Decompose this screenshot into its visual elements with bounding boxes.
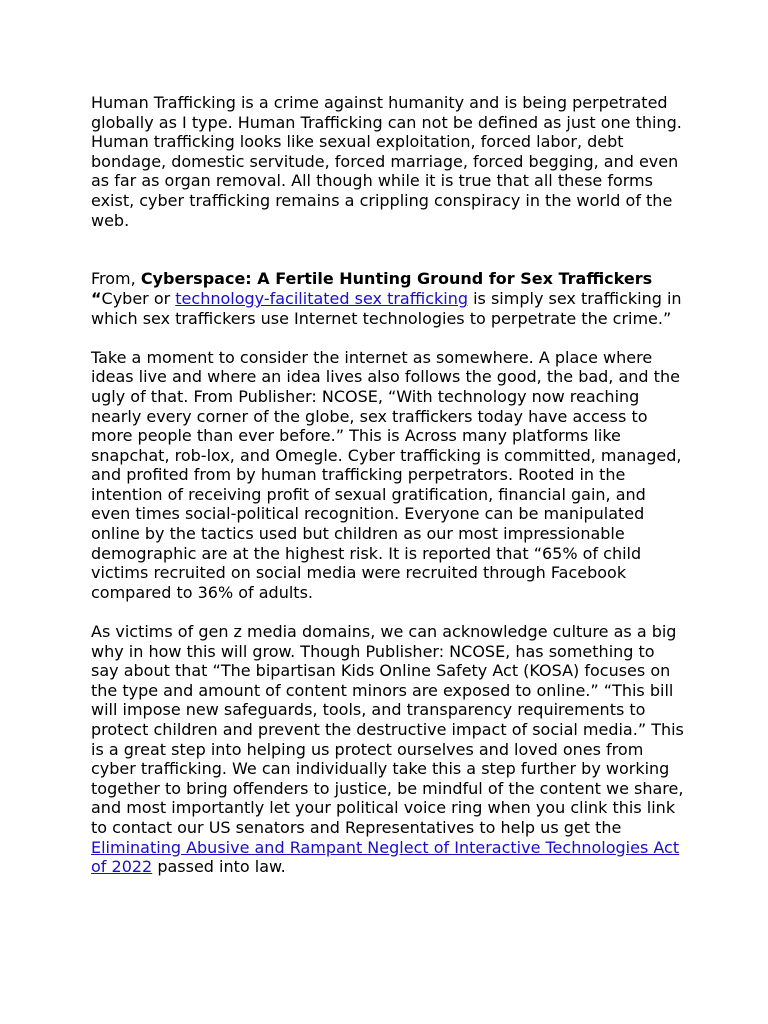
earn-it-act-link[interactable]: Eliminating Abusive and Rampant Neglect of Interactive Technologies Act of 2022	[91, 837, 680, 877]
quote-lead-text: Cyber or	[101, 288, 176, 308]
citation-paragraph	[91, 269, 687, 328]
gen-z-paragraph-tail: passed into law.	[152, 857, 286, 877]
blank-line	[91, 250, 687, 270]
internet-paragraph: Take a moment to consider the internet as somewhere. A place where ideas live and where an idea lives also follows the good, the bad, and the ugly of that. From Publisher: NCOSE, “With technology now reaching nearly every corner of the globe, sex traffickers today have access to more people than ever before.” This is Across many platforms like snapchat, rob-lox, and Omegle. Cyber trafficking is committed, managed, and profited from by human trafficking perpetrators. Rooted in the intention of receiving profit of sexual gratification, financial gain, and even times social-political recognition. Everyone can be manipulated online by the tactics used but children as our most impressionable demographic are at the highest risk. It is reported that “65% of child victims recruited on social media were recruited through Facebook compared to 36% of adults.	[91, 347, 682, 602]
citation-from-label: From,	[91, 269, 141, 289]
intro-paragraph: Human Trafficking is a crime against humanity and is being perpetrated globally as I type. Human Trafficking can not be defined as just one thing. Human trafficking looks like sexual exploitation, forced labor, debt bondage, domestic servitude, forced marriage, forced begging, and even as far as organ removal. All though while it is true that all these forms exist, cyber trafficking remains a crippling conspiracy in the world of the web.	[91, 93, 682, 230]
gen-z-paragraph-text: As victims of gen z media domains, we can acknowledge culture as a big why in how this will grow. Though Publisher: NCOSE, has something to say about that “The bipartisan Kids Online Safety Act (KOSA) focuses on the type and amount of content minors are exposed to online.” “This bill will impose new safeguards, tools, and transparency requirements to protect children and prevent the destructive impact of social media.” This is a great step into helping us protect ourselves and loved ones from cyber trafficking. We can individually take this a step further by working together to bring offenders to justice, be mindful of the content we share, and most importantly let your political voice ring when you clink this link to contact our US senators and Representatives to help us get the	[91, 622, 684, 837]
quote-rest-text: is simply sex trafficking in which sex traffickers use Internet technologies to perpetrate the crime.”	[91, 288, 682, 328]
citation-source-title: Cyberspace: A Fertile Hunting Ground for Sex Traffickers	[140, 269, 653, 289]
tech-facilitated-trafficking-link[interactable]: technology-facilitated sex trafficking	[175, 288, 469, 308]
open-quote-mark: “	[91, 288, 102, 308]
gen-z-paragraph	[91, 622, 687, 877]
document-body	[91, 93, 687, 896]
